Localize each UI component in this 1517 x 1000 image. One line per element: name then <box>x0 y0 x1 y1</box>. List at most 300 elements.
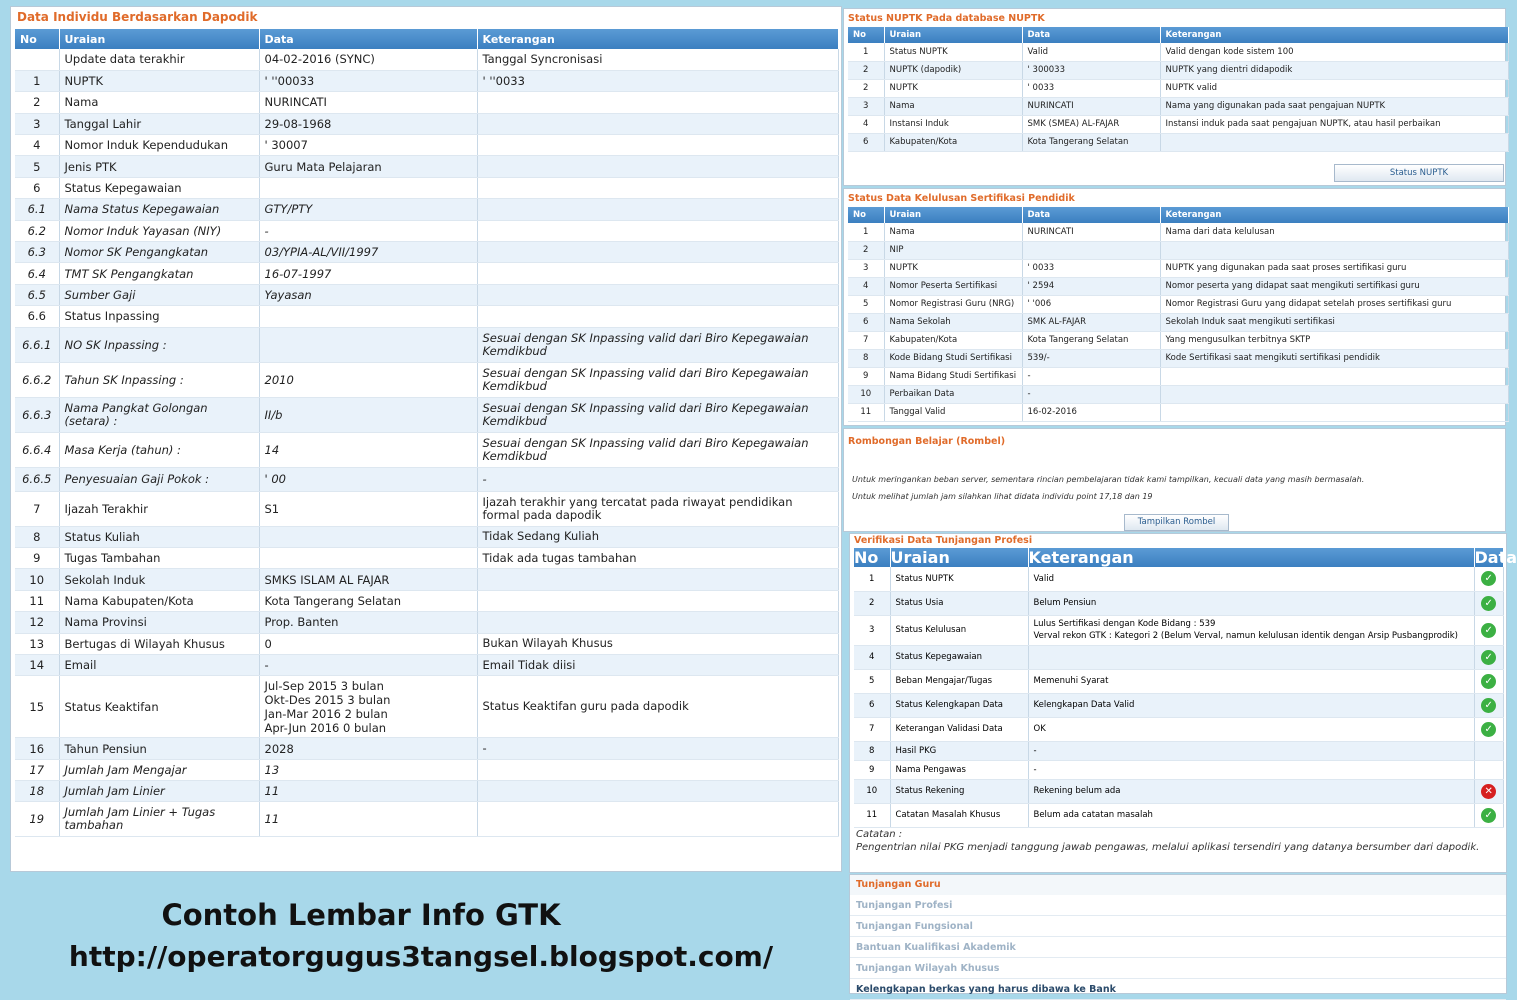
keterangan-cell: Valid dengan kode sistem 100 <box>1160 43 1509 61</box>
uraian-cell: Status Kepegawaian <box>59 177 259 198</box>
keterangan-cell <box>477 802 839 837</box>
keterangan-cell: Tidak ada tugas tambahan <box>477 547 839 568</box>
table-row <box>15 284 839 305</box>
uraian-cell: Tugas Tambahan <box>59 547 259 568</box>
keterangan-cell <box>477 199 839 220</box>
table-row <box>848 43 1509 61</box>
uraian-cell: Status NUPTK <box>890 567 1028 591</box>
row-number: 2 <box>848 79 884 97</box>
keterangan-cell: Kode Sertifikasi saat mengikuti sertifikasi pendidik <box>1160 349 1509 367</box>
keterangan-cell <box>1160 385 1509 403</box>
row-number: 9 <box>15 547 59 568</box>
table-row <box>15 569 839 590</box>
data-individu-table <box>15 29 839 837</box>
column-header: Data <box>259 29 477 49</box>
row-number: 8 <box>848 349 884 367</box>
keterangan-cell <box>1160 133 1509 151</box>
column-header: Uraian <box>890 548 1028 567</box>
data-cell <box>1022 241 1160 259</box>
table-row <box>15 781 839 802</box>
row-number: 6 <box>848 133 884 151</box>
data-cell: ' 0033 <box>1022 259 1160 277</box>
row-number: 11 <box>848 403 884 421</box>
data-cell <box>259 526 477 547</box>
data-cell: Yayasan <box>259 284 477 305</box>
status-cell <box>1474 803 1504 827</box>
uraian-cell: Catatan Masalah Khusus <box>890 803 1028 827</box>
row-number: 2 <box>848 61 884 79</box>
error-icon: ✕ <box>1481 784 1496 799</box>
keterangan-cell: Tidak Sedang Kuliah <box>477 526 839 547</box>
status-cell <box>1474 567 1504 591</box>
table-row <box>15 676 839 738</box>
row-number: 5 <box>848 295 884 313</box>
row-number: 6 <box>15 177 59 198</box>
uraian-cell: Nama Bidang Studi Sertifikasi <box>884 367 1022 385</box>
table-row <box>15 362 839 397</box>
keterangan-cell <box>477 263 839 284</box>
table-row <box>15 242 839 263</box>
keterangan-cell <box>477 177 839 198</box>
uraian-cell: Jumlah Jam Linier <box>59 781 259 802</box>
data-cell: Valid <box>1022 43 1160 61</box>
tunjangan-link[interactable]: Bantuan Kualifikasi Akademik <box>850 937 1506 958</box>
row-number: 6.6 <box>15 306 59 327</box>
row-number: 15 <box>15 676 59 738</box>
uraian-cell: Penyesuaian Gaji Pokok : <box>59 467 259 491</box>
column-header: No <box>848 27 884 43</box>
row-number: 1 <box>848 43 884 61</box>
keterangan-cell: Tanggal Syncronisasi <box>477 49 839 70</box>
row-number: 4 <box>848 115 884 133</box>
keterangan-cell: Rekening belum ada <box>1028 779 1474 803</box>
row-number: 6.2 <box>15 220 59 241</box>
table-row <box>848 61 1509 79</box>
uraian-cell: Status Keaktifan <box>59 676 259 738</box>
caption-url: http://operatorgugus3tangsel.blogspot.com/ <box>68 940 774 973</box>
keterangan-cell: Belum Pensiun <box>1028 591 1474 615</box>
uraian-cell: Nomor SK Pengangkatan <box>59 242 259 263</box>
uraian-cell: Nama Pengawas <box>890 760 1028 779</box>
keterangan-cell: Belum ada catatan masalah <box>1028 803 1474 827</box>
uraian-cell: Status Kelulusan <box>890 615 1028 645</box>
data-cell: ' 300033 <box>1022 61 1160 79</box>
uraian-cell: Keterangan Validasi Data <box>890 717 1028 741</box>
table-row <box>854 645 1504 669</box>
uraian-cell: Jumlah Jam Linier + Tugas tambahan <box>59 802 259 837</box>
table-row <box>854 591 1504 615</box>
uraian-cell: Nomor Induk Kependudukan <box>59 135 259 156</box>
column-header: Keterangan <box>1160 207 1509 223</box>
keterangan-cell <box>477 220 839 241</box>
uraian-cell: NUPTK (dapodik) <box>884 61 1022 79</box>
keterangan-cell: Sesuai dengan SK Inpassing valid dari Biro Kepegawaian Kemdikbud <box>477 362 839 397</box>
tunjangan-link[interactable]: Tunjangan Wilayah Khusus <box>850 958 1506 979</box>
uraian-cell: Nama <box>884 223 1022 241</box>
uraian-cell: Nomor Induk Yayasan (NIY) <box>59 220 259 241</box>
table-row <box>15 467 839 491</box>
tunjangan-link[interactable]: Kelengkapan berkas yang harus dibawa ke Bank <box>850 979 1506 1000</box>
data-cell: - <box>1022 385 1160 403</box>
table-row <box>854 803 1504 827</box>
uraian-cell: Tahun Pensiun <box>59 738 259 759</box>
data-cell: NURINCATI <box>1022 223 1160 241</box>
catatan-label: Catatan : <box>856 828 903 840</box>
keterangan-cell: Bukan Wilayah Khusus <box>477 633 839 654</box>
uraian-cell: NUPTK <box>884 259 1022 277</box>
keterangan-cell: Instansi induk pada saat pengajuan NUPTK, atau hasil perbaikan <box>1160 115 1509 133</box>
status-cell <box>1474 741 1504 760</box>
data-cell: II/b <box>259 397 477 432</box>
status-nuptk-panel <box>843 8 1506 186</box>
keterangan-cell: NUPTK yang dientri didapodik <box>1160 61 1509 79</box>
row-number: 4 <box>15 135 59 156</box>
keterangan-cell: Sesuai dengan SK Inpassing valid dari Biro Kepegawaian Kemdikbud <box>477 432 839 467</box>
table-row <box>15 759 839 780</box>
uraian-cell: Beban Mengajar/Tugas <box>890 669 1028 693</box>
table-row <box>15 802 839 837</box>
uraian-cell: Perbaikan Data <box>884 385 1022 403</box>
keterangan-cell: Status Keaktifan guru pada dapodik <box>477 676 839 738</box>
rombel-panel <box>843 428 1506 532</box>
keterangan-cell: NUPTK yang digunakan pada saat proses sertifikasi guru <box>1160 259 1509 277</box>
table-row <box>15 113 839 134</box>
table-row <box>15 590 839 611</box>
data-cell: 29-08-1968 <box>259 113 477 134</box>
uraian-cell: NO SK Inpassing : <box>59 327 259 362</box>
keterangan-cell: ' ''0033 <box>477 70 839 91</box>
data-cell: 2010 <box>259 362 477 397</box>
row-number: 8 <box>854 741 890 760</box>
table-row <box>848 241 1509 259</box>
uraian-cell: Nama Provinsi <box>59 612 259 633</box>
uraian-cell: TMT SK Pengangkatan <box>59 263 259 284</box>
data-cell: SMKS ISLAM AL FAJAR <box>259 569 477 590</box>
keterangan-cell: Valid <box>1028 567 1474 591</box>
data-cell: S1 <box>259 491 477 526</box>
table-row <box>15 526 839 547</box>
data-cell: Prop. Banten <box>259 612 477 633</box>
table-row <box>15 491 839 526</box>
data-cell <box>259 547 477 568</box>
table-row <box>854 693 1504 717</box>
uraian-cell: Masa Kerja (tahun) : <box>59 432 259 467</box>
table-row <box>848 79 1509 97</box>
uraian-cell: Kode Bidang Studi Sertifikasi <box>884 349 1022 367</box>
data-cell: 03/YPIA-AL/VII/1997 <box>259 242 477 263</box>
data-individu-panel <box>10 6 842 872</box>
data-cell: - <box>259 220 477 241</box>
data-cell: ' 0033 <box>1022 79 1160 97</box>
keterangan-cell: Lulus Sertifikasi dengan Kode Bidang : 539 Verval rekon GTK : Kategori 2 (Belum Verval, namun kelulusan identik dengan Arsip Pusbangprodik) <box>1028 615 1474 645</box>
keterangan-cell: OK <box>1028 717 1474 741</box>
status-cell <box>1474 693 1504 717</box>
table-row <box>15 156 839 177</box>
data-cell: - <box>1022 367 1160 385</box>
uraian-cell: Kabupaten/Kota <box>884 133 1022 151</box>
status-cell <box>1474 717 1504 741</box>
keterangan-cell: Sekolah Induk saat mengikuti sertifikasi <box>1160 313 1509 331</box>
row-number: 7 <box>15 491 59 526</box>
status-cell <box>1474 615 1504 645</box>
table-row <box>15 327 839 362</box>
status-nuptk-table <box>848 27 1509 152</box>
keterangan-cell <box>477 135 839 156</box>
table-row <box>15 135 839 156</box>
data-cell: 11 <box>259 802 477 837</box>
column-header: Data <box>1022 27 1160 43</box>
keterangan-cell <box>477 612 839 633</box>
keterangan-cell <box>477 781 839 802</box>
keterangan-cell: Kelengkapan Data Valid <box>1028 693 1474 717</box>
data-cell: NURINCATI <box>259 92 477 113</box>
table-row <box>854 779 1504 803</box>
row-number: 6.5 <box>15 284 59 305</box>
kelulusan-sertifikasi-panel <box>843 188 1506 426</box>
data-cell: ' ''00033 <box>259 70 477 91</box>
row-number: 6.3 <box>15 242 59 263</box>
row-number: 16 <box>15 738 59 759</box>
row-number: 6.1 <box>15 199 59 220</box>
table-row <box>854 567 1504 591</box>
uraian-cell: Status Inpassing <box>59 306 259 327</box>
check-icon: ✓ <box>1481 808 1496 823</box>
uraian-cell: Kabupaten/Kota <box>884 331 1022 349</box>
data-cell: Kota Tangerang Selatan <box>259 590 477 611</box>
row-number: 6.6.3 <box>15 397 59 432</box>
uraian-cell: Nama Kabupaten/Kota <box>59 590 259 611</box>
tampilkan-rombel-button[interactable]: Tampilkan Rombel <box>1124 514 1229 531</box>
data-cell: Jul-Sep 2015 3 bulan Okt-Des 2015 3 bulan Jan-Mar 2016 2 bulan Apr-Jun 2016 0 bulan <box>259 676 477 738</box>
keterangan-cell <box>1160 241 1509 259</box>
keterangan-cell: Yang mengusulkan terbitnya SKTP <box>1160 331 1509 349</box>
data-cell: SMK AL-FAJAR <box>1022 313 1160 331</box>
panel-title: Data Individu Berdasarkan Dapodik <box>17 10 258 24</box>
panel-title: Verifikasi Data Tunjangan Profesi <box>854 535 1033 546</box>
data-cell: 13 <box>259 759 477 780</box>
keterangan-cell <box>477 113 839 134</box>
column-header: No <box>15 29 59 49</box>
check-icon: ✓ <box>1481 650 1496 665</box>
keterangan-cell: Sesuai dengan SK Inpassing valid dari Biro Kepegawaian Kemdikbud <box>477 397 839 432</box>
data-cell: GTY/PTY <box>259 199 477 220</box>
row-number: 9 <box>848 367 884 385</box>
table-row <box>15 92 839 113</box>
uraian-cell: Status Kuliah <box>59 526 259 547</box>
row-number: 2 <box>854 591 890 615</box>
table-row <box>848 367 1509 385</box>
data-cell <box>259 177 477 198</box>
catatan-text: Pengentrian nilai PKG menjadi tanggung jawab pengawas, melalui aplikasi tersendiri yang datanya bersumber dari dapodik. <box>856 841 1480 853</box>
status-cell <box>1474 669 1504 693</box>
keterangan-cell: Nama yang digunakan pada saat pengajuan NUPTK <box>1160 97 1509 115</box>
table-row <box>848 97 1509 115</box>
uraian-cell: NUPTK <box>59 70 259 91</box>
table-row <box>848 115 1509 133</box>
uraian-cell: Nama <box>884 97 1022 115</box>
data-cell: NURINCATI <box>1022 97 1160 115</box>
row-number: 4 <box>854 645 890 669</box>
tunjangan-link[interactable]: Tunjangan Fungsional <box>850 916 1506 937</box>
column-header: Data <box>1022 207 1160 223</box>
data-cell: 11 <box>259 781 477 802</box>
table-row <box>15 654 839 675</box>
keterangan-cell: Sesuai dengan SK Inpassing valid dari Biro Kepegawaian Kemdikbud <box>477 327 839 362</box>
caption-title: Contoh Lembar Info GTK <box>161 898 561 932</box>
row-number: 5 <box>854 669 890 693</box>
data-cell <box>259 327 477 362</box>
row-number: 11 <box>854 803 890 827</box>
data-cell: 16-07-1997 <box>259 263 477 284</box>
row-number: 11 <box>15 590 59 611</box>
table-row <box>854 615 1504 645</box>
panel-title: Status NUPTK Pada database NUPTK <box>848 13 1045 24</box>
table-row <box>854 741 1504 760</box>
check-icon: ✓ <box>1481 623 1496 638</box>
row-number: 12 <box>15 612 59 633</box>
table-row <box>15 612 839 633</box>
table-row <box>848 385 1509 403</box>
row-number: 3 <box>15 113 59 134</box>
row-number: 1 <box>15 70 59 91</box>
data-cell: ' '006 <box>1022 295 1160 313</box>
tunjangan-guru-panel <box>849 874 1507 994</box>
data-cell: 2028 <box>259 738 477 759</box>
table-row <box>848 133 1509 151</box>
uraian-cell: Ijazah Terakhir <box>59 491 259 526</box>
keterangan-cell: - <box>477 467 839 491</box>
uraian-cell: Status Kepegawaian <box>890 645 1028 669</box>
keterangan-cell <box>1160 367 1509 385</box>
table-row <box>848 331 1509 349</box>
table-row <box>848 259 1509 277</box>
table-row <box>848 313 1509 331</box>
column-header: Uraian <box>59 29 259 49</box>
row-number: 14 <box>15 654 59 675</box>
row-number: 9 <box>854 760 890 779</box>
row-number: 2 <box>848 241 884 259</box>
keterangan-cell: - <box>1028 741 1474 760</box>
data-cell: ' 00 <box>259 467 477 491</box>
table-row <box>15 432 839 467</box>
status-cell <box>1474 779 1504 803</box>
keterangan-cell <box>477 156 839 177</box>
uraian-cell: Nama <box>59 92 259 113</box>
uraian-cell: Instansi Induk <box>884 115 1022 133</box>
verifikasi-tunjangan-panel <box>849 533 1517 873</box>
uraian-cell: Status NUPTK <box>884 43 1022 61</box>
row-number: 6.6.1 <box>15 327 59 362</box>
table-row <box>848 223 1509 241</box>
uraian-cell: Email <box>59 654 259 675</box>
table-row <box>854 669 1504 693</box>
table-row <box>15 177 839 198</box>
table-row <box>15 263 839 284</box>
keterangan-cell: Ijazah terakhir yang tercatat pada riwayat pendidikan formal pada dapodik <box>477 491 839 526</box>
uraian-cell: Tanggal Lahir <box>59 113 259 134</box>
keterangan-cell <box>477 590 839 611</box>
column-header: Keterangan <box>1028 548 1474 567</box>
data-cell <box>259 306 477 327</box>
row-number: 6.4 <box>15 263 59 284</box>
table-row <box>15 397 839 432</box>
row-number: 17 <box>15 759 59 780</box>
column-header: Keterangan <box>1160 27 1509 43</box>
column-header: Data <box>1474 548 1517 567</box>
panel-title: Tunjangan Guru <box>850 875 1506 895</box>
column-header: Uraian <box>884 207 1022 223</box>
check-icon: ✓ <box>1481 722 1496 737</box>
row-number: 4 <box>848 277 884 295</box>
check-icon: ✓ <box>1481 596 1496 611</box>
column-header: No <box>854 548 890 567</box>
panel-title: Rombongan Belajar (Rombel) <box>848 436 1006 447</box>
keterangan-cell: Nomor Registrasi Guru yang didapat setelah proses sertifikasi guru <box>1160 295 1509 313</box>
row-number <box>15 49 59 70</box>
table-row <box>15 220 839 241</box>
check-icon: ✓ <box>1481 571 1496 586</box>
uraian-cell: NUPTK <box>884 79 1022 97</box>
row-number: 6 <box>848 313 884 331</box>
uraian-cell: Status Kelengkapan Data <box>890 693 1028 717</box>
verifikasi-table <box>854 548 1517 828</box>
table-row <box>854 760 1504 779</box>
data-cell: ' 2594 <box>1022 277 1160 295</box>
table-row <box>15 633 839 654</box>
row-number: 18 <box>15 781 59 802</box>
keterangan-cell: - <box>1028 760 1474 779</box>
uraian-cell: Bertugas di Wilayah Khusus <box>59 633 259 654</box>
table-row <box>854 717 1504 741</box>
table-row <box>15 306 839 327</box>
uraian-cell: Nama Sekolah <box>884 313 1022 331</box>
keterangan-cell <box>477 242 839 263</box>
table-row <box>848 349 1509 367</box>
uraian-cell: Nama Status Kepegawaian <box>59 199 259 220</box>
data-cell: Guru Mata Pelajaran <box>259 156 477 177</box>
rombel-note: Untuk meringankan beban server, sementara rincian pembelajaran tidak kami tampilkan, kecuali data yang masih bermasalah. <box>852 475 1365 484</box>
table-row <box>848 295 1509 313</box>
data-cell: Kota Tangerang Selatan <box>1022 133 1160 151</box>
table-row <box>15 738 839 759</box>
uraian-cell: Tanggal Valid <box>884 403 1022 421</box>
kelulusan-table <box>848 207 1509 422</box>
data-cell: 16-02-2016 <box>1022 403 1160 421</box>
table-row <box>848 403 1509 421</box>
data-cell: Kota Tangerang Selatan <box>1022 331 1160 349</box>
keterangan-cell: Nama dari data kelulusan <box>1160 223 1509 241</box>
rombel-note-jam: Untuk melihat jumlah jam silahkan lihat didata individu point 17,18 dan 19 <box>852 492 1153 501</box>
row-number: 3 <box>848 97 884 115</box>
uraian-cell: Nomor Registrasi Guru (NRG) <box>884 295 1022 313</box>
data-cell: ' 30007 <box>259 135 477 156</box>
row-number: 10 <box>854 779 890 803</box>
row-number: 3 <box>854 615 890 645</box>
row-number: 19 <box>15 802 59 837</box>
data-cell: 14 <box>259 432 477 467</box>
uraian-cell: NIP <box>884 241 1022 259</box>
table-row <box>15 70 839 91</box>
status-cell <box>1474 591 1504 615</box>
check-icon: ✓ <box>1481 674 1496 689</box>
keterangan-cell: - <box>477 738 839 759</box>
tunjangan-link[interactable]: Tunjangan Profesi <box>850 895 1506 916</box>
status-nuptk-button[interactable]: Status NUPTK <box>1334 164 1504 182</box>
uraian-cell: Sekolah Induk <box>59 569 259 590</box>
uraian-cell: Update data terakhir <box>59 49 259 70</box>
data-cell: - <box>259 654 477 675</box>
data-cell: 04-02-2016 (SYNC) <box>259 49 477 70</box>
